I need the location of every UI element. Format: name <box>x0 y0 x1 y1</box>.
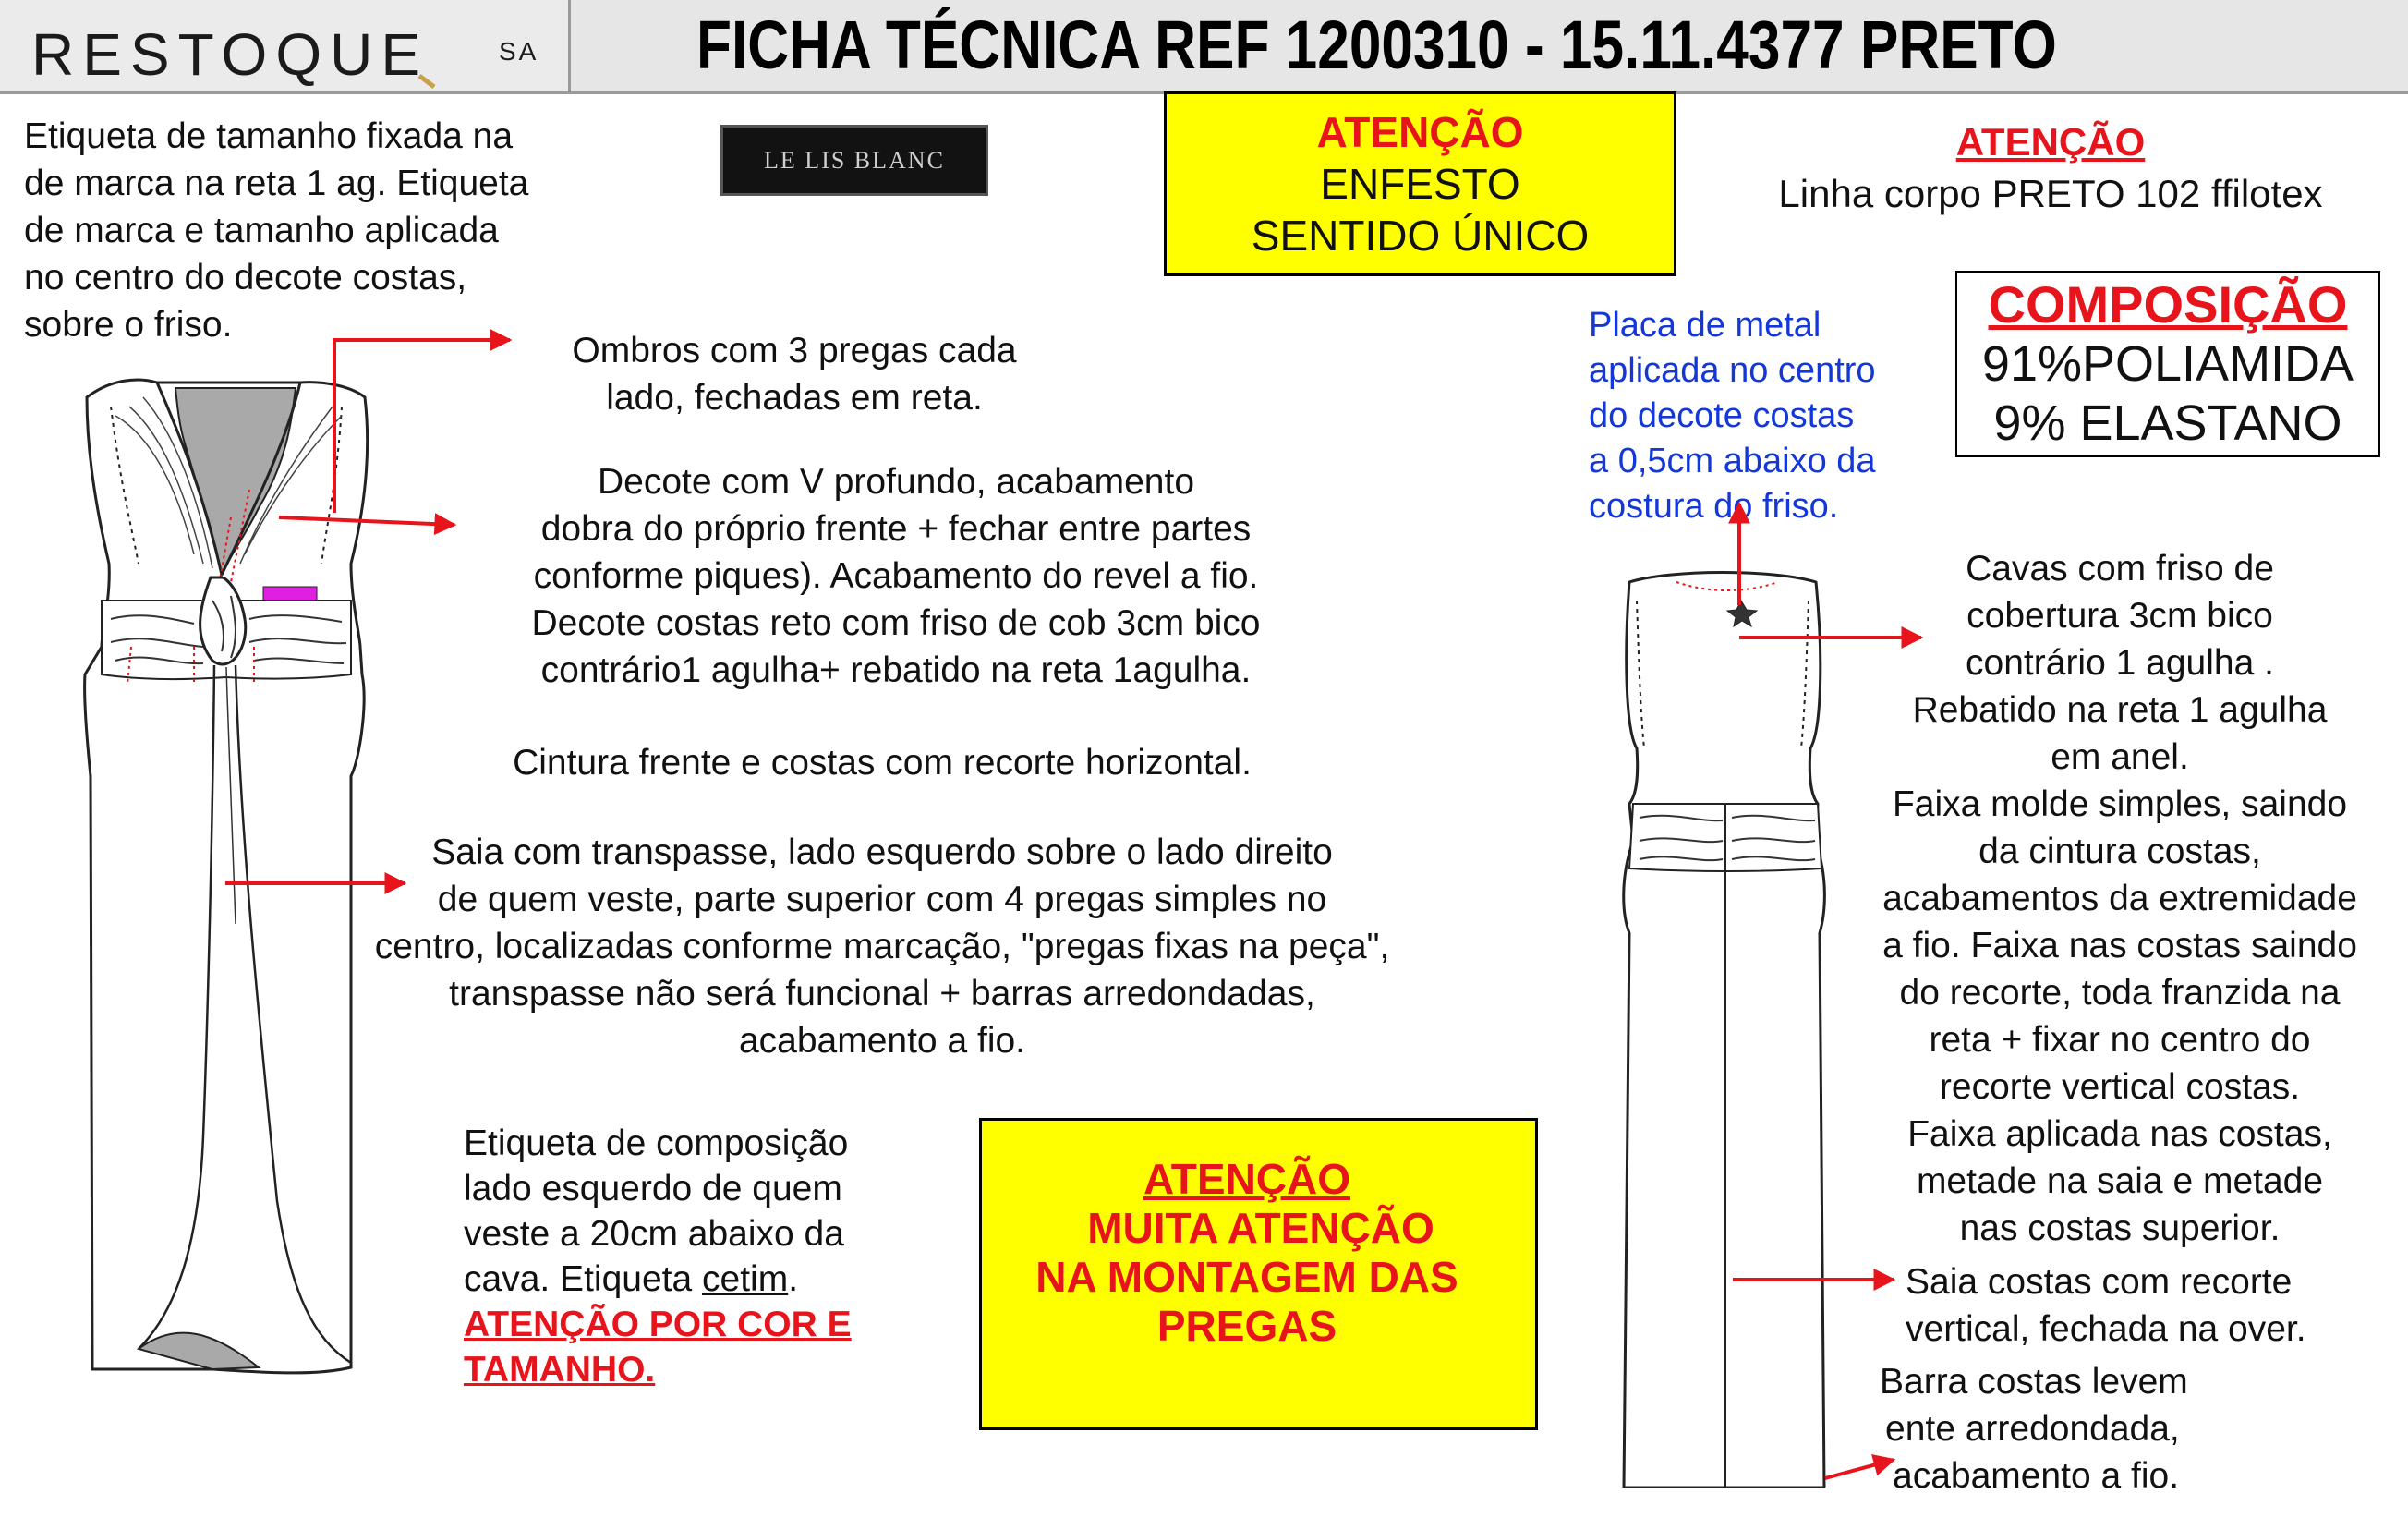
label-size-line: de marca na reta 1 ag. Etiqueta <box>24 164 529 203</box>
armholes-line: Faixa aplicada nas costas, <box>1907 1114 2332 1154</box>
back-skirt-line: vertical, fechada na over. <box>1906 1309 2306 1349</box>
attention-pleats-line: PREGAS <box>1156 1302 1337 1350</box>
skirt-line: de quem veste, parte superior com 4 pregas simples no <box>437 880 1327 919</box>
armholes-line: acabamentos da extremidade <box>1882 879 2357 918</box>
label-size-line: sobre o friso. <box>24 305 233 345</box>
comp-label-line: Etiqueta de composição <box>464 1123 849 1163</box>
comp-label-warning: ATENÇÃO POR COR E <box>464 1305 852 1344</box>
armholes-line: em anel. <box>2051 737 2189 777</box>
waist-note: Cintura frente e costas com recorte horizontal. <box>513 743 1252 783</box>
armholes-line: a fio. Faixa nas costas saindo <box>1882 926 2357 965</box>
attention-spread-line: ENFESTO <box>1320 160 1520 208</box>
armholes-line: reta + fixar no centro do <box>1929 1020 2311 1060</box>
label-size-line: de marca e tamanho aplicada <box>24 211 499 250</box>
composition-line: 9% ELASTANO <box>1993 395 2342 451</box>
page-title: FICHA TÉCNICA REF 1200310 - 15.11.4377 PRETO <box>696 6 2057 83</box>
back-hem-line: Barra costas levem <box>1880 1362 2188 1402</box>
neckline-line: dobra do próprio frente + fechar entre partes <box>540 509 1252 549</box>
armholes-line: da cintura costas, <box>1978 832 2261 871</box>
comp-label-cetim: cetim <box>702 1259 789 1299</box>
brand-label-text: LE LIS BLANC <box>764 146 945 174</box>
comp-label-warning: TAMANHO. <box>464 1350 656 1390</box>
neckline-line: contrário1 agulha+ rebatido na reta 1agulha. <box>540 650 1252 690</box>
armholes-line: nas costas superior. <box>1959 1208 2281 1248</box>
attention-pleats-line: NA MONTAGEM DAS <box>1035 1253 1458 1301</box>
armholes-line: metade na saia e metade <box>1916 1161 2324 1201</box>
armholes-line: do recorte, toda franzida na <box>1899 973 2341 1013</box>
armholes-line: cobertura 3cm bico <box>1966 596 2273 636</box>
armholes-line: Cavas com friso de <box>1966 549 2274 589</box>
company-logo-suffix: SA <box>499 37 539 66</box>
attention-spread-line: SENTIDO ÚNICO <box>1251 212 1590 260</box>
armholes-line: Rebatido na reta 1 agulha <box>1912 690 2328 730</box>
armholes-line: Faixa molde simples, saindo <box>1892 784 2348 824</box>
armholes-line: recorte vertical costas. <box>1939 1067 2301 1107</box>
arrow-shoulders <box>334 340 510 513</box>
skirt-line: centro, localizadas conforme marcação, "pregas fixas na peça", <box>374 927 1390 966</box>
comp-label-line: veste a 20cm abaixo da <box>464 1214 844 1254</box>
comp-label-text: . <box>788 1259 799 1299</box>
skirt-line: transpasse não será funcional + barras arredondadas, <box>449 974 1315 1014</box>
composition-line: 91%POLIAMIDA <box>1981 336 2354 392</box>
metal-plate-line: do decote costas <box>1589 396 1855 435</box>
back-hem-line: acabamento a fio. <box>1893 1456 2180 1496</box>
composition-title: COMPOSIÇÃO <box>1988 275 2348 334</box>
attention-pleats-line: MUITA ATENÇÃO <box>1087 1204 1434 1252</box>
arrow-back-hem <box>1825 1460 1894 1478</box>
back-hem-line: ente arredondada, <box>1885 1409 2180 1449</box>
attention-thread-line: Linha corpo PRETO 102 ffilotex <box>1778 172 2323 215</box>
neckline-line: conforme piques). Acabamento do revel a fio. <box>533 556 1259 596</box>
skirt-line: Saia com transpasse, lado esquerdo sobre o lado direito <box>431 832 1333 872</box>
skirt-line: acabamento a fio. <box>738 1021 1026 1061</box>
metal-plate-line: Placa de metal <box>1589 306 1821 345</box>
armholes-line: contrário 1 agulha . <box>1966 643 2274 683</box>
arrow-neckline <box>279 517 454 525</box>
label-size-line: Etiqueta de tamanho fixada na <box>24 116 514 156</box>
metal-plate-line: a 0,5cm abaixo da <box>1589 442 1876 480</box>
metal-plate-line: aplicada no centro <box>1589 351 1876 390</box>
metal-plate-line: costura do friso. <box>1589 487 1839 526</box>
neckline-line: Decote costas reto com friso de cob 3cm bico <box>531 603 1261 643</box>
comp-label-line: lado esquerdo de quem <box>464 1169 842 1208</box>
shoulders-line: lado, fechadas em reta. <box>606 378 983 418</box>
attention-spread-title: ATENÇÃO <box>1316 108 1524 156</box>
company-logo: RESTOQUE <box>31 21 429 88</box>
attention-thread-title: ATENÇÃO <box>1955 120 2146 164</box>
label-size-line: no centro do decote costas, <box>24 258 467 298</box>
attention-pleats-title: ATENÇÃO <box>1143 1155 1351 1203</box>
neckline-line: Decote com V profundo, acabamento <box>597 462 1195 502</box>
comp-label-text: cava. Etiqueta <box>464 1259 702 1299</box>
back-skirt-line: Saia costas com recorte <box>1906 1262 2293 1302</box>
shoulders-line: Ombros com 3 pregas cada <box>572 331 1017 370</box>
